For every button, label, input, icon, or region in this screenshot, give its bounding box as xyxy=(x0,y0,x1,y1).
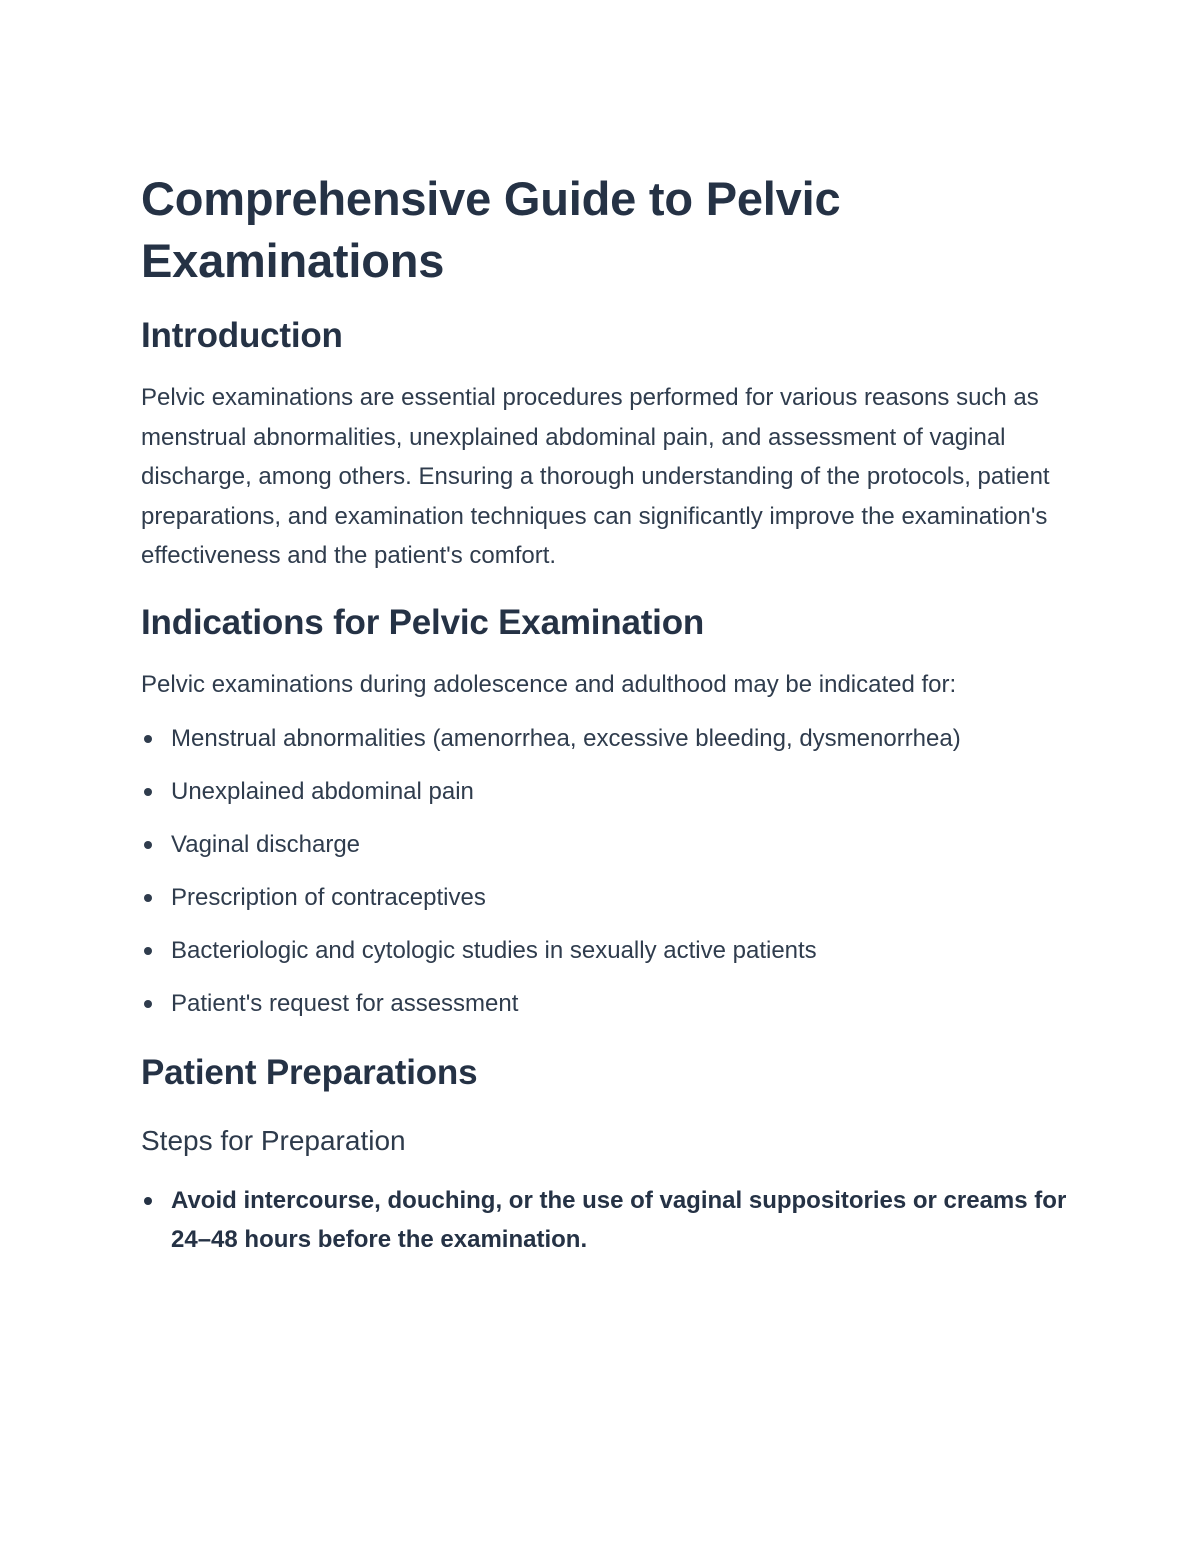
list-item: Menstrual abnormalities (amenorrhea, excessive bleeding, dysmenorrhea) xyxy=(141,719,1071,759)
list-item: Unexplained abdominal pain xyxy=(141,772,1071,812)
document-page xyxy=(141,168,1071,1260)
preparation-steps-list xyxy=(141,1181,1071,1260)
subheading-steps-for-preparation: Steps for Preparation xyxy=(141,1124,406,1156)
indications-paragraph: Pelvic examinations during adolescence and adulthood may be indicated for: xyxy=(141,670,957,698)
list-item: Patient's request for assessment xyxy=(141,984,1071,1024)
document-title: Comprehensive Guide to Pelvic Examinations xyxy=(141,172,841,287)
list-item: Prescription of contraceptives xyxy=(141,878,1071,918)
list-item: Avoid intercourse, douching, or the use of vaginal suppositories or creams for 24–48 hours before the examination. xyxy=(141,1181,1071,1260)
introduction-paragraph: Pelvic examinations are essential procedures performed for various reasons such as menstrual abnormalities, unexplained abdominal pain, and assessment of vaginal discharge, among others. Ensuring a thorough understanding of the protocols, patient preparations, and examination techniques can significantly improve the examination's effectiveness and the patient's comfort. xyxy=(141,384,1050,569)
list-item: Vaginal discharge xyxy=(141,825,1071,865)
indications-list xyxy=(141,719,1071,1024)
section-heading-introduction: Introduction xyxy=(141,316,343,355)
section-heading-indications: Indications for Pelvic Examination xyxy=(141,602,705,642)
section-heading-preparations: Patient Preparations xyxy=(141,1052,478,1092)
list-item: Bacteriologic and cytologic studies in sexually active patients xyxy=(141,931,1071,971)
